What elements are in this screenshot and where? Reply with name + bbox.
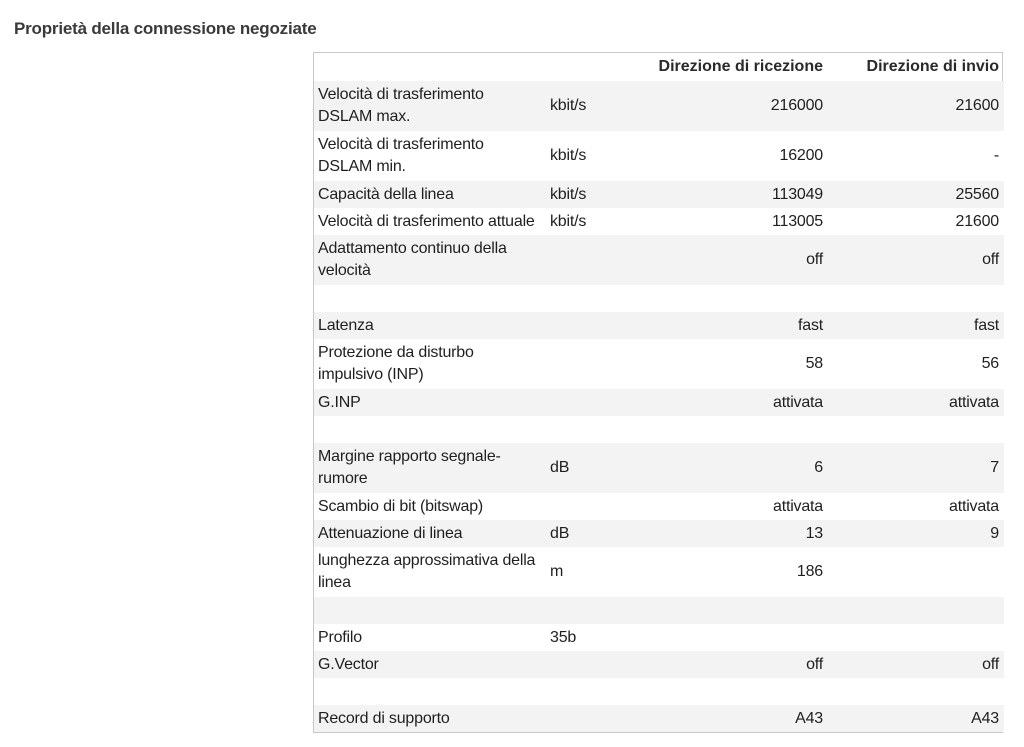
row-label: G.INP bbox=[314, 389, 546, 416]
row-receive-value: attivata bbox=[606, 389, 828, 416]
table-row bbox=[314, 339, 1004, 389]
table-row bbox=[314, 235, 1004, 285]
row-unit bbox=[546, 389, 606, 416]
row-unit bbox=[546, 705, 606, 732]
header-unit bbox=[546, 53, 606, 81]
row-send-value: attivata bbox=[828, 493, 1004, 520]
row-send-value bbox=[828, 285, 1004, 312]
section-title: Proprietà della connessione negoziate bbox=[14, 19, 317, 38]
row-label: Margine rapporto segnale-rumore bbox=[314, 443, 546, 493]
row-unit bbox=[546, 493, 606, 520]
table-row bbox=[314, 651, 1004, 678]
row-send-value: 56 bbox=[828, 339, 1004, 389]
row-unit: m bbox=[546, 547, 606, 597]
table-row bbox=[314, 520, 1004, 547]
table-row bbox=[314, 443, 1004, 493]
row-unit: dB bbox=[546, 443, 606, 493]
row-label: Attenuazione di linea bbox=[314, 520, 546, 547]
row-send-value: 7 bbox=[828, 443, 1004, 493]
table-row bbox=[314, 389, 1004, 416]
row-receive-value: 113049 bbox=[606, 181, 828, 208]
row-receive-value: 216000 bbox=[606, 81, 828, 131]
table-row bbox=[314, 181, 1004, 208]
row-receive-value: 58 bbox=[606, 339, 828, 389]
row-send-value: 25560 bbox=[828, 181, 1004, 208]
table-row bbox=[314, 81, 1004, 131]
table-row bbox=[314, 131, 1004, 181]
row-label: Velocità di trasferimento DSLAM min. bbox=[314, 131, 546, 181]
table-row-spacer bbox=[314, 416, 1004, 443]
row-label: lunghezza approssimativa della linea bbox=[314, 547, 546, 597]
row-unit bbox=[546, 597, 606, 624]
row-send-value: A43 bbox=[828, 705, 1004, 732]
row-label: Velocità di trasferimento DSLAM max. bbox=[314, 81, 546, 131]
row-send-value bbox=[828, 624, 1004, 651]
row-receive-value: 16200 bbox=[606, 131, 828, 181]
table-header-row bbox=[314, 53, 1004, 81]
row-send-value: off bbox=[828, 235, 1004, 285]
row-unit bbox=[546, 651, 606, 678]
row-label: Adattamento continuo della velocità bbox=[314, 235, 546, 285]
row-receive-value bbox=[606, 624, 828, 651]
row-send-value: off bbox=[828, 651, 1004, 678]
row-label: Latenza bbox=[314, 312, 546, 339]
row-receive-value: 186 bbox=[606, 547, 828, 597]
row-unit: dB bbox=[546, 520, 606, 547]
row-receive-value: A43 bbox=[606, 705, 828, 732]
row-receive-value: attivata bbox=[606, 493, 828, 520]
row-label: Record di supporto bbox=[314, 705, 546, 732]
row-send-value bbox=[828, 547, 1004, 597]
row-unit bbox=[546, 285, 606, 312]
table-row bbox=[314, 208, 1004, 235]
row-unit: 35b bbox=[546, 624, 606, 651]
connection-properties-table bbox=[313, 52, 1003, 733]
row-label bbox=[314, 597, 546, 624]
row-label bbox=[314, 416, 546, 443]
row-send-value: attivata bbox=[828, 389, 1004, 416]
row-send-value bbox=[828, 416, 1004, 443]
row-label: G.Vector bbox=[314, 651, 546, 678]
row-receive-value bbox=[606, 597, 828, 624]
table-row-spacer bbox=[314, 285, 1004, 312]
row-receive-value: fast bbox=[606, 312, 828, 339]
row-receive-value bbox=[606, 285, 828, 312]
row-send-value bbox=[828, 597, 1004, 624]
row-receive-value bbox=[606, 678, 828, 705]
row-receive-value: 6 bbox=[606, 443, 828, 493]
table-row bbox=[314, 493, 1004, 520]
table-row bbox=[314, 705, 1004, 732]
row-send-value: 21600 bbox=[828, 208, 1004, 235]
row-send-value bbox=[828, 678, 1004, 705]
row-label bbox=[314, 285, 546, 312]
row-send-value: - bbox=[828, 131, 1004, 181]
properties-table bbox=[314, 53, 1004, 732]
row-label: Velocità di trasferimento attuale bbox=[314, 208, 546, 235]
row-unit: kbit/s bbox=[546, 181, 606, 208]
table-row bbox=[314, 312, 1004, 339]
row-receive-value: off bbox=[606, 235, 828, 285]
table-row-spacer bbox=[314, 678, 1004, 705]
row-unit bbox=[546, 678, 606, 705]
row-receive-value: 113005 bbox=[606, 208, 828, 235]
row-unit: kbit/s bbox=[546, 208, 606, 235]
row-label bbox=[314, 678, 546, 705]
header-label bbox=[314, 53, 546, 81]
row-unit bbox=[546, 416, 606, 443]
header-send-direction: Direzione di invio bbox=[866, 58, 999, 75]
row-label: Protezione da disturbo impulsivo (INP) bbox=[314, 339, 546, 389]
row-receive-value bbox=[606, 416, 828, 443]
row-unit bbox=[546, 235, 606, 285]
row-send-value: fast bbox=[828, 312, 1004, 339]
row-receive-value: off bbox=[606, 651, 828, 678]
table-row bbox=[314, 624, 1004, 651]
row-label: Profilo bbox=[314, 624, 546, 651]
row-unit bbox=[546, 339, 606, 389]
row-send-value: 9 bbox=[828, 520, 1004, 547]
row-receive-value: 13 bbox=[606, 520, 828, 547]
row-label: Capacità della linea bbox=[314, 181, 546, 208]
row-unit bbox=[546, 312, 606, 339]
table-row-spacer bbox=[314, 597, 1004, 624]
header-receive-direction: Direzione di ricezione bbox=[658, 58, 823, 75]
row-unit: kbit/s bbox=[546, 81, 606, 131]
table-row bbox=[314, 547, 1004, 597]
row-send-value: 21600 bbox=[828, 81, 1004, 131]
row-label: Scambio di bit (bitswap) bbox=[314, 493, 546, 520]
row-unit: kbit/s bbox=[546, 131, 606, 181]
